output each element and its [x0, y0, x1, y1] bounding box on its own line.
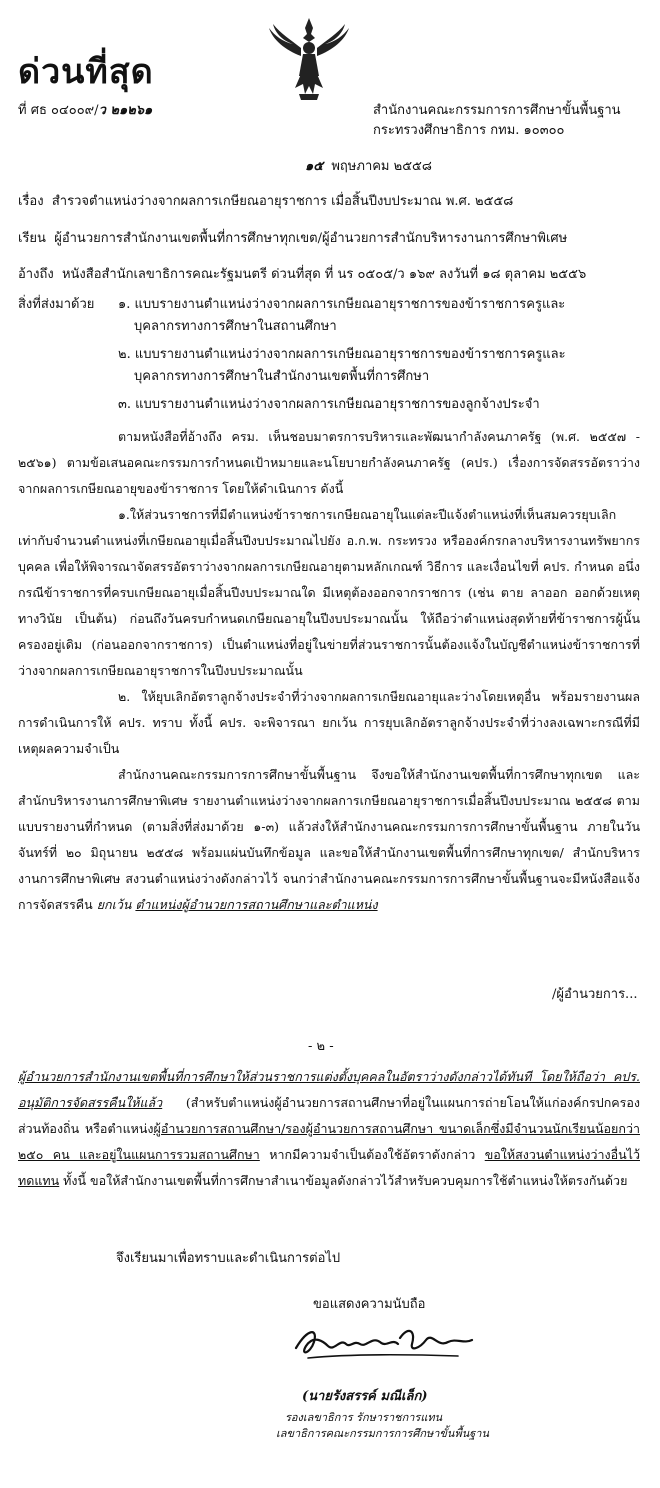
office-name: สำนักงานคณะกรรมการการศึกษาขั้นพื้นฐาน [373, 103, 621, 118]
paragraph-intro: ตามหนังสือที่อ้างถึง ครม. เห็นชอบมาตรการบริหารและพัฒนากำลังคนภาครัฐ (พ.ศ. ๒๕๕๗ - ๒๕๖๑) ตามข้อเสนอคณะกรรมการกำหนดเป้าหมายและนโยบายกำลังคนภาครัฐ (คปร.) เรื่องการจัดสรรอัตราว่างจากผลการเกษียณอายุของข้าราชการ โดยให้ดำเนินการ ดังนี้ [18, 429, 640, 496]
reference-row [18, 266, 586, 284]
urgent-stamp: ด่วนที่สุด [18, 52, 154, 92]
note-text-3: ทั้งนี้ ขอให้สำนักงานเขตพื้นที่การศึกษาสำเนาข้อมูลดังกล่าวไว้สำหรับควบคุมการใช้ตำแหน่งให้ตรงกันด้วย [59, 1173, 628, 1188]
small-school-text: ผู้อำนวยการสถานศึกษา/รองผู้อำนวยการสถานศึกษา ขนาดเล็กซึ่งมีจำนวนนักเรียนน้อยกว่า ๒๕๐ คน และอยู่ในแผนการรวมสถานศึกษา [18, 1121, 640, 1162]
document-number [18, 102, 152, 120]
garuda-emblem [265, 14, 353, 102]
to-label: เรียน [18, 231, 46, 246]
note-text-2: หากมีความจำเป็นต้องใช้อัตราดังกล่าว [259, 1147, 485, 1162]
authorization-text: ผู้อำนวยการสำนักงานเขตพื้นที่การศึกษาให้ส่วนราชการแต่งตั้งบุคคลในอัตราว่างดังกล่าวได้ทันที โดยให้ถือว่า คปร. อนุมัติการจัดสรรคืนให้แล้ว [18, 1069, 640, 1110]
enclosures-label: สิ่งที่ส่งมาด้วย [18, 297, 95, 312]
doc-number-handwritten: ว ๒๑๒๖๑ [98, 103, 153, 118]
paragraph-item-1: ๑.ให้ส่วนราชการที่มีตำแหน่งข้าราชการเกษียณอายุในแต่ละปีแจ้งตำแหน่งที่เห็นสมควรยุบเลิกเท่ากับจำนวนตำแหน่งที่เกษียณอายุเมื่อสิ้นปีงบประมาณไปยัง อ.ก.พ. กระทรวง หรือองค์กรกลางบริหารงานทรัพยากรบุคคล เพื่อให้พิจารณาจัดสรรอัตราว่างจากผลการเกษียณอายุตามหลักเกณฑ์ วิธีการ และเงื่อนไขที่ คปร. กำหนด อนึ่ง กรณีข้าราชการที่ครบเกษียณอายุเมื่อสิ้นปีงบประมาณใด มีเหตุต้องออกจากราชการ (เช่น ตาย ลาออก ออกด้วยเหตุทางวินัย เป็นต้น) ก่อนถึงวันครบกำหนดเกษียณอายุในปีงบประมาณนั้น ให้ถือว่าตำแหน่งสุดท้ายที่ข้าราชการผู้นั้นครองอยู่เดิม (ก่อนออกจากราชการ) เป็นตำแหน่งที่อยู่ในข่ายที่ส่วนราชการนั้นต้องแจ้งในบัญชีตำแหน่งข้าราชการที่ว่างจากผลการเกษียณอายุราชการในปีงบประมาณนั้น [18, 507, 640, 678]
continuation-note: /ผู้อำนวยการ... [552, 987, 638, 1002]
subject-row [18, 193, 513, 211]
date-day: ๑๕ [305, 159, 324, 174]
closing-line: จึงเรียนมาเพื่อทราบและดำเนินการต่อไป [116, 1251, 341, 1266]
to-text: ผู้อำนวยการสำนักงานเขตพื้นที่การศึกษาทุกเขต/ผู้อำนวยการสำนักบริหารงานการศึกษาพิเศษ [54, 231, 568, 246]
note-text: (สำหรับตำแหน่งผู้อำนวยการสถานศึกษาที่อยู่ในแผนการถ่ายโอนให้แก่องค์กรปกครองส่วนท้องถิ่น หรือตำแหน่ง [18, 1095, 640, 1136]
paragraph-item-2: ๒. ให้ยุบเลิกอัตราลูกจ้างประจำที่ว่างจากผลการเกษียณอายุและว่างโดยเหตุอื่น พร้อมรายงานผลการดำเนินการให้ คปร. ทราบ ทั้งนี้ คปร. จะพิจารณา ยกเว้น การยุบเลิกอัตราลูกจ้างประจำที่ว่างลงเฉพาะกรณีที่มีเหตุผลความจำเป็น [18, 689, 640, 756]
exception-text: ยกเว้น [96, 897, 132, 912]
enclosure-item: บุคลากรทางการศึกษาในสถานศึกษา [134, 319, 337, 334]
subject-label: เรื่อง [18, 194, 44, 209]
enclosure-item: ๓. แบบรายงานตำแหน่งว่างจากผลการเกษียณอายุราชการของลูกจ้างประจำ [118, 397, 540, 412]
exception-position-text: ตำแหน่งผู้อำนวยการสถานศึกษาและตำแหน่ง [135, 897, 378, 912]
date-month-year: พฤษภาคม ๒๕๕๘ [331, 159, 432, 174]
reference-label: อ้างถึง [18, 267, 54, 282]
signatory-name: (นายรังสรรค์ มณีเล็ก) [302, 1389, 428, 1404]
office-address: กระทรวงศึกษาธิการ กทม. ๑๐๓๐๐ [373, 123, 565, 138]
signature-image [288, 1318, 478, 1368]
paragraph-page2 [18, 1064, 640, 1194]
reference-text: หนังสือสำนักเลขาธิการคณะรัฐมนตรี ด่วนที่สุด ที่ นร ๐๕๐๕/ว ๑๖๙ ลงวันที่ ๑๘ ตุลาคม ๒๕๕๖ [61, 267, 587, 282]
to-row [18, 230, 567, 248]
signatory-title: รองเลขาธิการ รักษาราชการแทน [285, 1411, 443, 1424]
enclosure-item: บุคลากรทางการศึกษาในสำนักงานเขตพื้นที่การศึกษา [134, 369, 430, 384]
doc-number-prefix: ที่ ศธ ๐๔๐๐๙/ [18, 103, 99, 118]
document-date [305, 158, 432, 176]
enclosure-item: ๒. แบบรายงานตำแหน่งว่างจากผลการเกษียณอายุราชการของข้าราชการครูและ [118, 347, 566, 362]
reserve-text: ขอให้สงวนตำแหน่งว่างอื่นไว้ทดแทน [18, 1147, 640, 1188]
page-number: - ๒ - [308, 1039, 334, 1054]
signatory-title-2: เลขาธิการคณะกรรมการการศึกษาขั้นพื้นฐาน [276, 1427, 489, 1440]
subject-text: สำรวจตำแหน่งว่างจากผลการเกษียณอายุราชการ เมื่อสิ้นปีงบประมาณ พ.ศ. ๒๕๕๘ [51, 194, 514, 209]
paragraph-request [18, 762, 640, 918]
enclosure-item: ๑. แบบรายงานตำแหน่งว่างจากผลการเกษียณอายุราชการของข้าราชการครูและ [118, 297, 566, 312]
regards-line: ขอแสดงความนับถือ [313, 1297, 426, 1312]
request-text: สำนักงานคณะกรรมการการศึกษาขั้นพื้นฐาน จึงขอให้สำนักงานเขตพื้นที่การศึกษาทุกเขต และสำนักบริหารงานการศึกษาพิเศษ รายงานตำแหน่งว่างจากผลการเกษียณอายุราชการเมื่อสิ้นปีงบประมาณ ๒๕๕๘ ตามแบบรายงานที่กำหนด (ตามสิ่งที่ส่งมาด้วย ๑-๓) แล้วส่งให้สำนักงานคณะกรรมการการศึกษาขั้นพื้นฐาน ภายในวันจันทร์ที่ ๒๐ มิถุนายน ๒๕๕๘ พร้อมแผ่นบันทึกข้อมูล และขอให้สำนักงานเขตพื้นที่การศึกษาทุกเขต/ สำนักบริหารงานการศึกษาพิเศษ สงวนตำแหน่งว่างดังกล่าวไว้ จนกว่าสำนักงานคณะกรรมการการศึกษาขั้นพื้นฐานจะมีหนังสือแจ้งการจัดสรรคืน [18, 767, 640, 912]
